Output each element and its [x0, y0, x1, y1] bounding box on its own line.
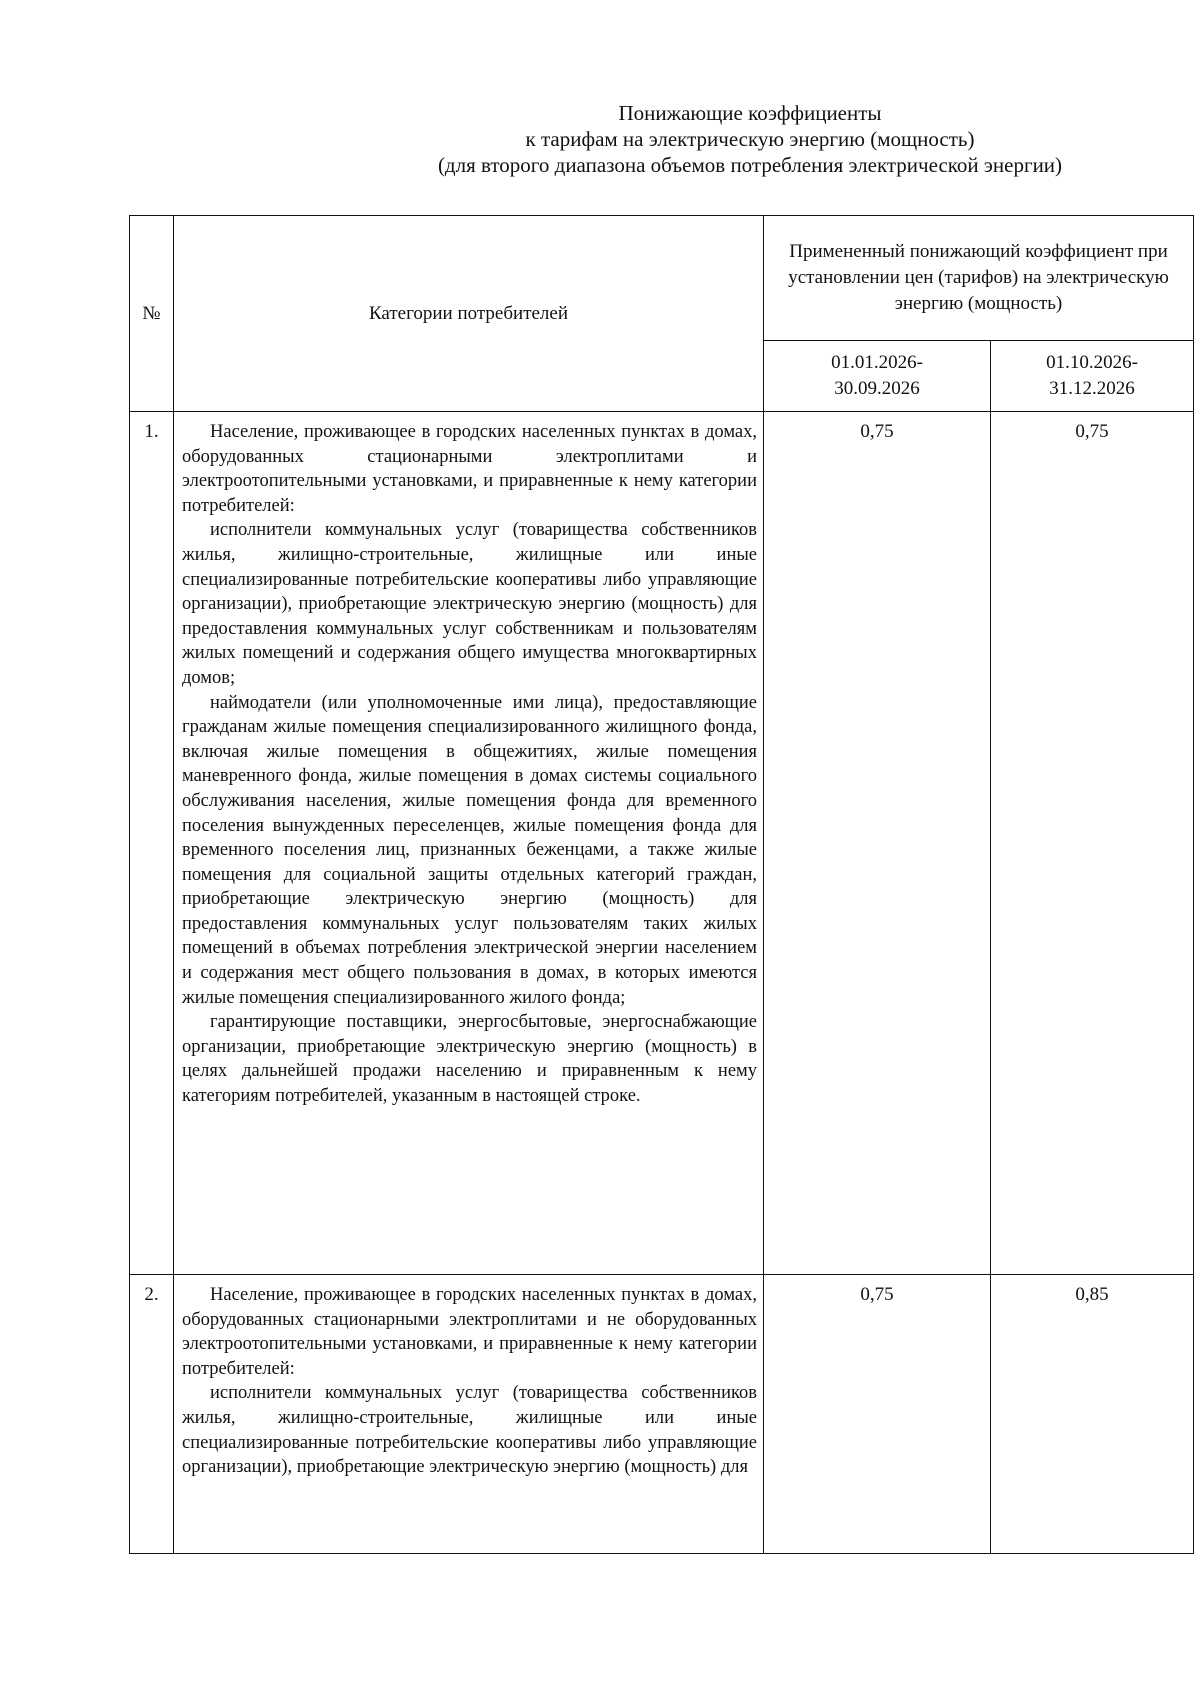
coefficients-table — [129, 215, 1194, 1554]
row-number: 2. — [130, 1275, 174, 1554]
category-cell — [174, 1275, 764, 1554]
coefficient-value-period-1: 0,75 — [764, 412, 991, 1275]
header-number: № — [130, 216, 174, 412]
row-number: 1. — [130, 412, 174, 1275]
category-paragraph: исполнители коммунальных услуг (товарищества собственников жилья, жилищно-строительные, жилищные или иные специализированные потребительские кооперативы либо управляющие организации), приобретающие электрическую энергию (мощность) для предоставления коммунальных услуг собственникам и пользователям жилых помещений и содержания общего имущества многоквартирных домов; — [182, 520, 757, 688]
category-cell — [174, 412, 764, 1275]
header-coefficient: Примененный понижающий коэффициент при установлении цен (тарифов) на электрическую энергию (мощность) — [764, 216, 1194, 341]
coefficient-value-period-1: 0,75 — [764, 1275, 991, 1554]
header-period-2: 01.10.2026- 31.12.2026 — [991, 341, 1194, 412]
category-paragraph: Население, проживающее в городских населенных пунктах в домах, оборудованных стационарными электроплитами и электроотопительными установками, и приравненные к нему категории потребителей: — [182, 422, 757, 516]
category-paragraph: наймодатели (или уполномоченные ими лица), предоставляющие гражданам жилые помещения специализированного жилищного фонда, включая жилые помещения в общежитиях, жилые помещения маневренного фонда, жилые помещения в домах системы социального обслуживания населения, жилые помещения фонда для временного поселения вынужденных переселенцев, жилые помещения фонда для временного поселения лиц, признанных беженцами, а также жилые помещения для социальной защиты отдельных категорий граждан, приобретающие электрическую энергию (мощность) для предоставления коммунальных услуг пользователям таких жилых помещений в объемах потребления электрической энергии населением и содержания мест общего пользования в домах, в которых имеются жилые помещения специализированного жилого фонда; — [182, 692, 757, 1008]
title-line-1: Понижающие коэффициенты — [618, 101, 882, 125]
table-row — [130, 1275, 1194, 1554]
coefficient-value-period-2: 0,75 — [991, 412, 1194, 1275]
table-row — [130, 412, 1194, 1275]
coefficient-value-period-2: 0,85 — [991, 1275, 1194, 1554]
category-paragraph: Население, проживающее в городских населенных пунктах в домах, оборудованных стационарными электроплитами и не оборудованных электроотопительными установками, и приравненные к нему категории потребителей: — [182, 1285, 757, 1379]
title-line-2: к тарифам на электрическую энергию (мощность) — [525, 127, 975, 151]
header-period-1: 01.01.2026- 30.09.2026 — [764, 341, 991, 412]
title-line-3: (для второго диапазона объемов потребления электрической энергии) — [437, 153, 1063, 177]
category-paragraph: исполнители коммунальных услуг (товарищества собственников жилья, жилищно-строительные, жилищные или иные специализированные потребительские кооперативы либо управляющие организации), приобретающие электрическую энергию (мощность) для — [182, 1383, 757, 1478]
category-paragraph: гарантирующие поставщики, энергосбытовые, энергоснабжающие организации, приобретающие электрическую энергию (мощность) в целях дальнейшей продажи населению и приравненным к нему категориям потребителей, указанным в настоящей строке. — [182, 1012, 757, 1107]
header-category: Категории потребителей — [174, 216, 764, 412]
